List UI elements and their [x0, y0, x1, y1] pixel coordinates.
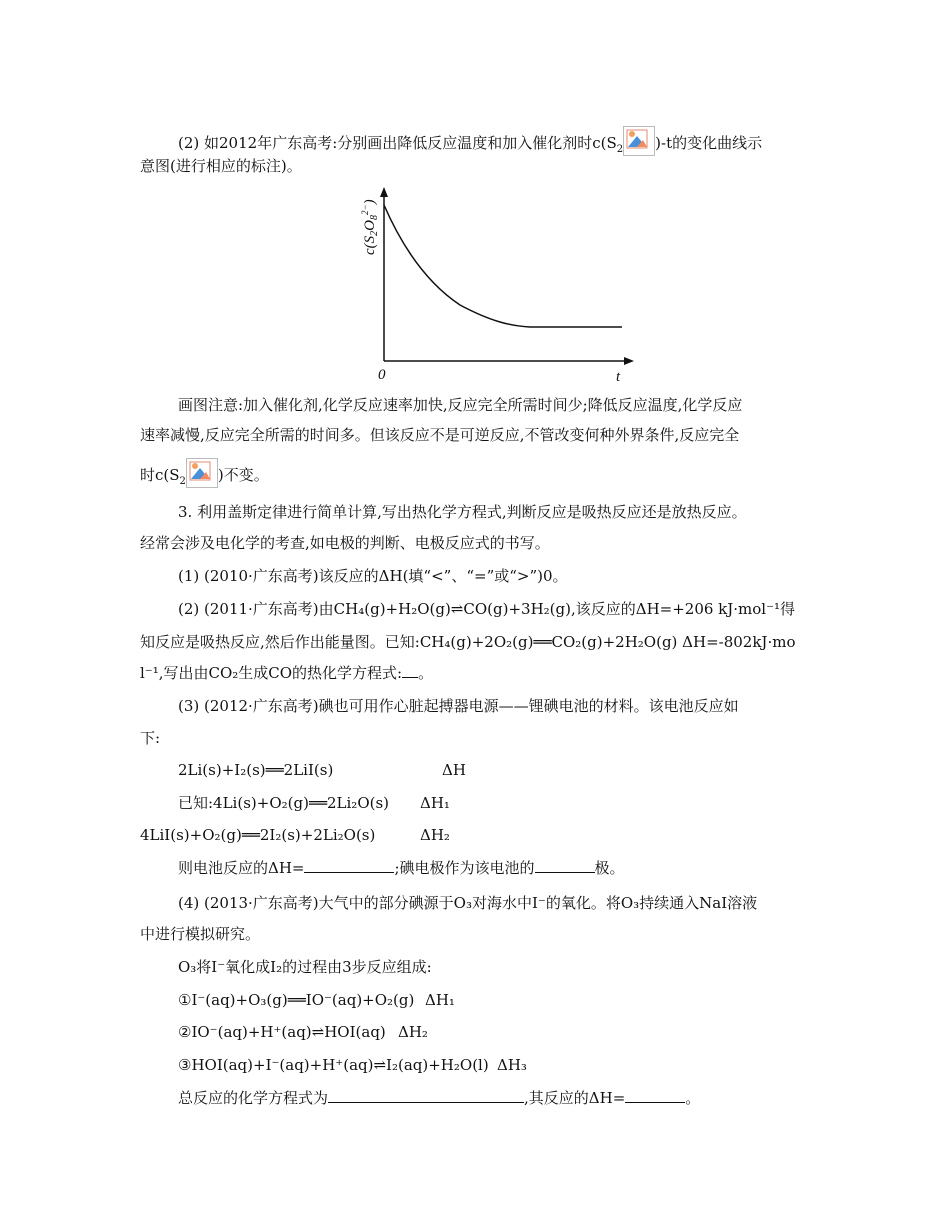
- item4-reaction3-dh: ΔH₃: [497, 1056, 527, 1074]
- concentration-time-chart: [360, 183, 640, 383]
- item4-line3: O₃将I⁻氧化成I₂的过程由3步反应组成:: [178, 958, 432, 976]
- section3-line1: 3. 利用盖斯定律进行简单计算,写出热化学方程式,判断反应是吸热反应还是放热反应。: [178, 503, 747, 521]
- decay-curve: [384, 205, 622, 327]
- x-axis-label: t: [616, 369, 621, 383]
- item3-eq2-dh: ΔH₁: [420, 794, 450, 812]
- item3-eq1-dh: ΔH: [442, 761, 466, 779]
- item4-reaction3: ③HOI(aq)+I⁻(aq)+H⁺(aq)⇌I₂(aq)+H₂O(l): [178, 1056, 489, 1074]
- item3-eq3: 4LiI(s)+O₂(g)══2I₂(s)+2Li₂O(s): [140, 826, 376, 844]
- y-axis-label: $c(S_2O_8^{2-})$: [360, 199, 380, 255]
- para-2012-line2: 意图(进行相应的标注)。: [140, 157, 302, 175]
- item3-eq2: 已知:4Li(s)+O₂(g)══2Li₂O(s): [178, 794, 390, 812]
- section3-line2: 经常会涉及电化学的考查,如电极的判断、电极反应式的书写。: [140, 534, 550, 552]
- item3-eq3-dh: ΔH₂: [420, 826, 450, 844]
- item3-eq1: 2Li(s)+I₂(s)══2LiI(s): [178, 761, 334, 779]
- answer-blank[interactable]: [625, 1088, 685, 1103]
- note-line2: 速率减慢,反应完全所需的时间多。但该反应不是可逆反应,不管改变何种外界条件,反应完全: [140, 426, 740, 444]
- item2-line2: 知反应是吸热反应,然后作出能量图。已知:CH₄(g)+2O₂(g)══CO₂(g)+2H₂O(g) ΔH=-802kJ·mo: [140, 633, 796, 651]
- para-2012-line1: (2) 如2012年广东高考:分别画出降低反应温度和加入催化剂时$c(S_2$ )-t的变化曲线示: [178, 126, 762, 156]
- concentration-time-figure: [360, 183, 640, 387]
- answer-blank[interactable]: [402, 663, 418, 678]
- answer-blank[interactable]: [304, 858, 394, 873]
- item4-line2: 中进行模拟研究。: [140, 925, 261, 943]
- y-axis-arrow-icon: [380, 187, 388, 197]
- item1: (1) (2010·广东高考)该反应的ΔH(填“<”、“=”或“>”)0。: [178, 567, 568, 585]
- x-axis-arrow-icon: [624, 357, 634, 365]
- answer-blank[interactable]: [535, 858, 595, 873]
- answer-blank[interactable]: [328, 1088, 524, 1103]
- item4-reaction2-dh: ΔH₂: [398, 1023, 428, 1041]
- item3-line2: 下:: [140, 729, 161, 747]
- item3-question: 则电池反应的ΔH= ;碘电极作为该电池的 极。: [178, 859, 625, 877]
- item4-reaction2: ②IO⁻(aq)+H⁺(aq)⇌HOI(aq): [178, 1023, 386, 1041]
- item3-line1: (3) (2012·广东高考)碘也可用作心脏起搏器电源——锂碘电池的材料。该电池反应如: [178, 697, 739, 715]
- item4-reaction1: ①I⁻(aq)+O₃(g)══IO⁻(aq)+O₂(g): [178, 991, 415, 1009]
- item4-line1: (4) (2013·广东高考)大气中的部分碘源于O₃对海水中I⁻的氧化。将O₃持续通入NaI溶液: [178, 894, 758, 912]
- item2-line3: l⁻¹,写出由CO₂生成CO的热化学方程式: 。: [140, 664, 434, 682]
- note-line1: 画图注意:加入催化剂,化学反应速率加快,反应完全所需时间少;降低反应温度,化学反应: [178, 396, 743, 414]
- item4-question: 总反应的化学方程式为 ,其反应的ΔH= 。: [178, 1089, 701, 1107]
- image-placeholder-icon: [186, 458, 218, 488]
- item4-reaction1-dh: ΔH₁: [425, 991, 455, 1009]
- note-line3: 时$c(S_2$ )不变。: [140, 458, 269, 488]
- origin-label: 0: [378, 367, 386, 383]
- image-placeholder-icon: [623, 126, 655, 156]
- item2-line1: (2) (2011·广东高考)由CH₄(g)+H₂O(g)⇌CO(g)+3H₂(g),该反应的ΔH=+206 kJ·mol⁻¹得: [178, 600, 796, 618]
